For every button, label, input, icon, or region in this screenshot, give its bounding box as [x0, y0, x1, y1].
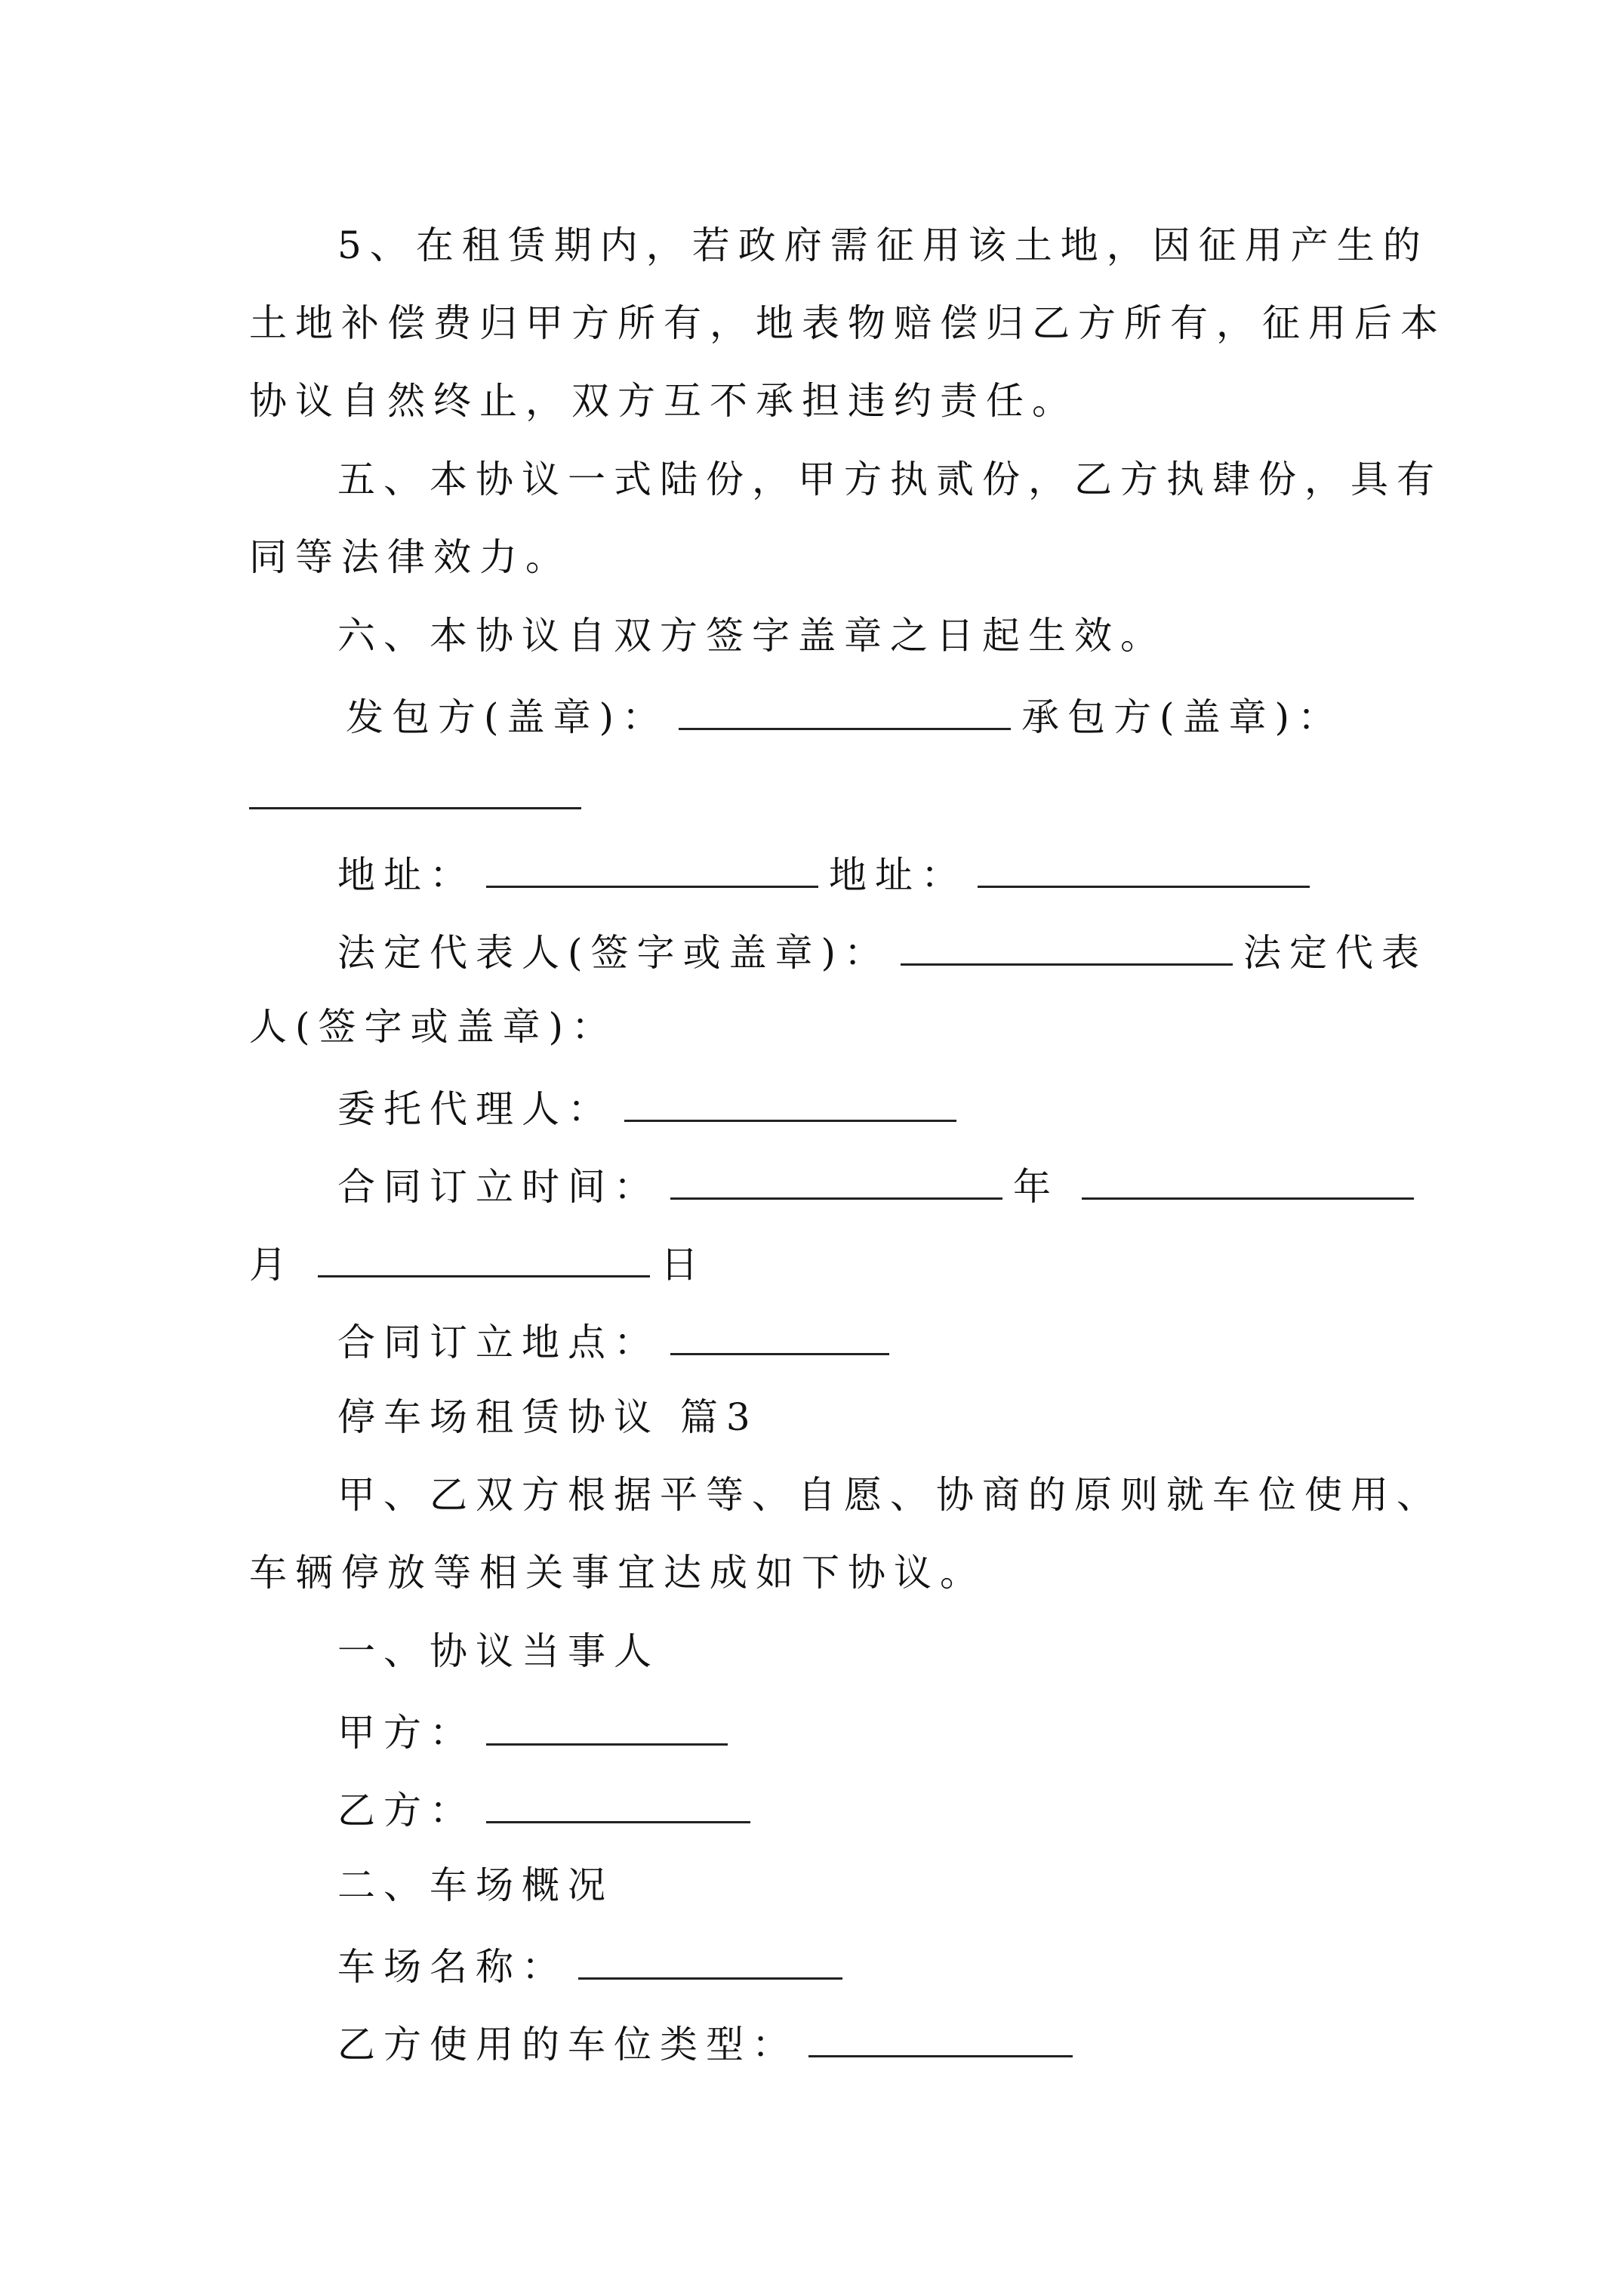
paragraph-text: 土地补偿费归甲方所有，地表物赔偿归乙方所有，征用后本	[249, 301, 1446, 345]
subheading: 一、协议当事人	[337, 1629, 660, 1673]
lot-name-row	[337, 1944, 1485, 1989]
paragraph-line	[249, 379, 1397, 423]
space-type-label: 乙方使用的车位类型：	[337, 2023, 798, 2066]
signing-place-label: 合同订立地点：	[337, 1321, 660, 1364]
paragraph-line	[337, 1473, 1485, 1517]
paragraph-text: 同等法律效力。	[249, 535, 571, 579]
lot-heading	[337, 1863, 1485, 1907]
party-b-row	[337, 1788, 1485, 1832]
address-blank	[486, 852, 818, 888]
paragraph-text: 5、在租赁期内，若政府需征用该土地，因征用产生的	[337, 223, 1429, 267]
year-blank	[670, 1164, 1002, 1200]
legal-rep-blank	[901, 930, 1233, 966]
space-type-blank	[808, 2022, 1073, 2057]
signing-time-label: 合同订立时间：	[337, 1165, 660, 1209]
parties-heading	[337, 1629, 1485, 1673]
paragraph-line	[249, 301, 1446, 345]
signature-row	[249, 774, 1397, 815]
address-label: 地址：	[337, 853, 476, 897]
paragraph-text: 六、本协议自双方签字盖章之日起生效。	[337, 614, 1166, 658]
year-label: 年	[1013, 1165, 1059, 1209]
space-type-row	[337, 2022, 1485, 2066]
party-b-label: 乙方：	[337, 1789, 476, 1832]
agent-blank	[624, 1086, 956, 1122]
legal-rep-row	[249, 1005, 1397, 1049]
issuer-label: 发包方(盖章)：	[346, 695, 669, 739]
party-b-blank	[486, 1788, 750, 1823]
party-a-blank	[486, 1710, 728, 1746]
section-title: 停车场租赁协议 篇3	[337, 1395, 759, 1439]
address-label: 地址：	[829, 853, 967, 897]
paragraph-text: 五、本协议一式陆份，甲方执贰份，乙方执肆份，具有	[337, 458, 1443, 501]
paragraph-text: 车辆停放等相关事宜达成如下协议。	[249, 1551, 986, 1595]
contractor-label: 承包方(盖章)：	[1021, 695, 1344, 739]
signing-time-row	[249, 1242, 1397, 1287]
day-blank	[318, 1242, 650, 1277]
section-heading	[337, 1395, 1485, 1439]
address-row	[337, 852, 1485, 897]
legal-rep-label: 法定代表人(签字或盖章)：	[337, 931, 891, 975]
paragraph-text: 甲、乙双方根据平等、自愿、协商的原则就车位使用、	[337, 1473, 1443, 1517]
lot-name-label: 车场名称：	[337, 1945, 568, 1989]
contractor-blank	[249, 774, 581, 809]
day-label: 日	[661, 1243, 707, 1287]
agent-label: 委托代理人：	[337, 1087, 614, 1131]
month-blank	[1082, 1164, 1414, 1200]
agent-row	[337, 1086, 1485, 1131]
paragraph-line	[337, 458, 1485, 501]
signing-place-blank	[670, 1320, 889, 1355]
paragraph-line	[337, 614, 1485, 658]
legal-rep-label-2: 法定代表	[1243, 931, 1428, 975]
paragraph-line	[337, 223, 1485, 267]
signature-row	[346, 695, 1493, 739]
address-blank	[978, 852, 1310, 888]
lot-name-blank	[578, 1944, 842, 1980]
paragraph-line	[249, 1551, 1397, 1595]
legal-rep-row	[337, 930, 1485, 975]
party-a-label: 甲方：	[337, 1711, 476, 1755]
signing-time-row	[337, 1164, 1485, 1209]
issuer-blank	[679, 695, 1011, 730]
party-a-row	[337, 1710, 1485, 1755]
paragraph-line	[249, 535, 1397, 579]
legal-rep-label-2-cont: 人(签字或盖章)：	[249, 1005, 618, 1049]
paragraph-text: 协议自然终止，双方互不承担违约责任。	[249, 379, 1078, 423]
month-label: 月	[249, 1243, 295, 1287]
signing-place-row	[337, 1320, 1485, 1364]
subheading: 二、车场概况	[337, 1863, 614, 1907]
